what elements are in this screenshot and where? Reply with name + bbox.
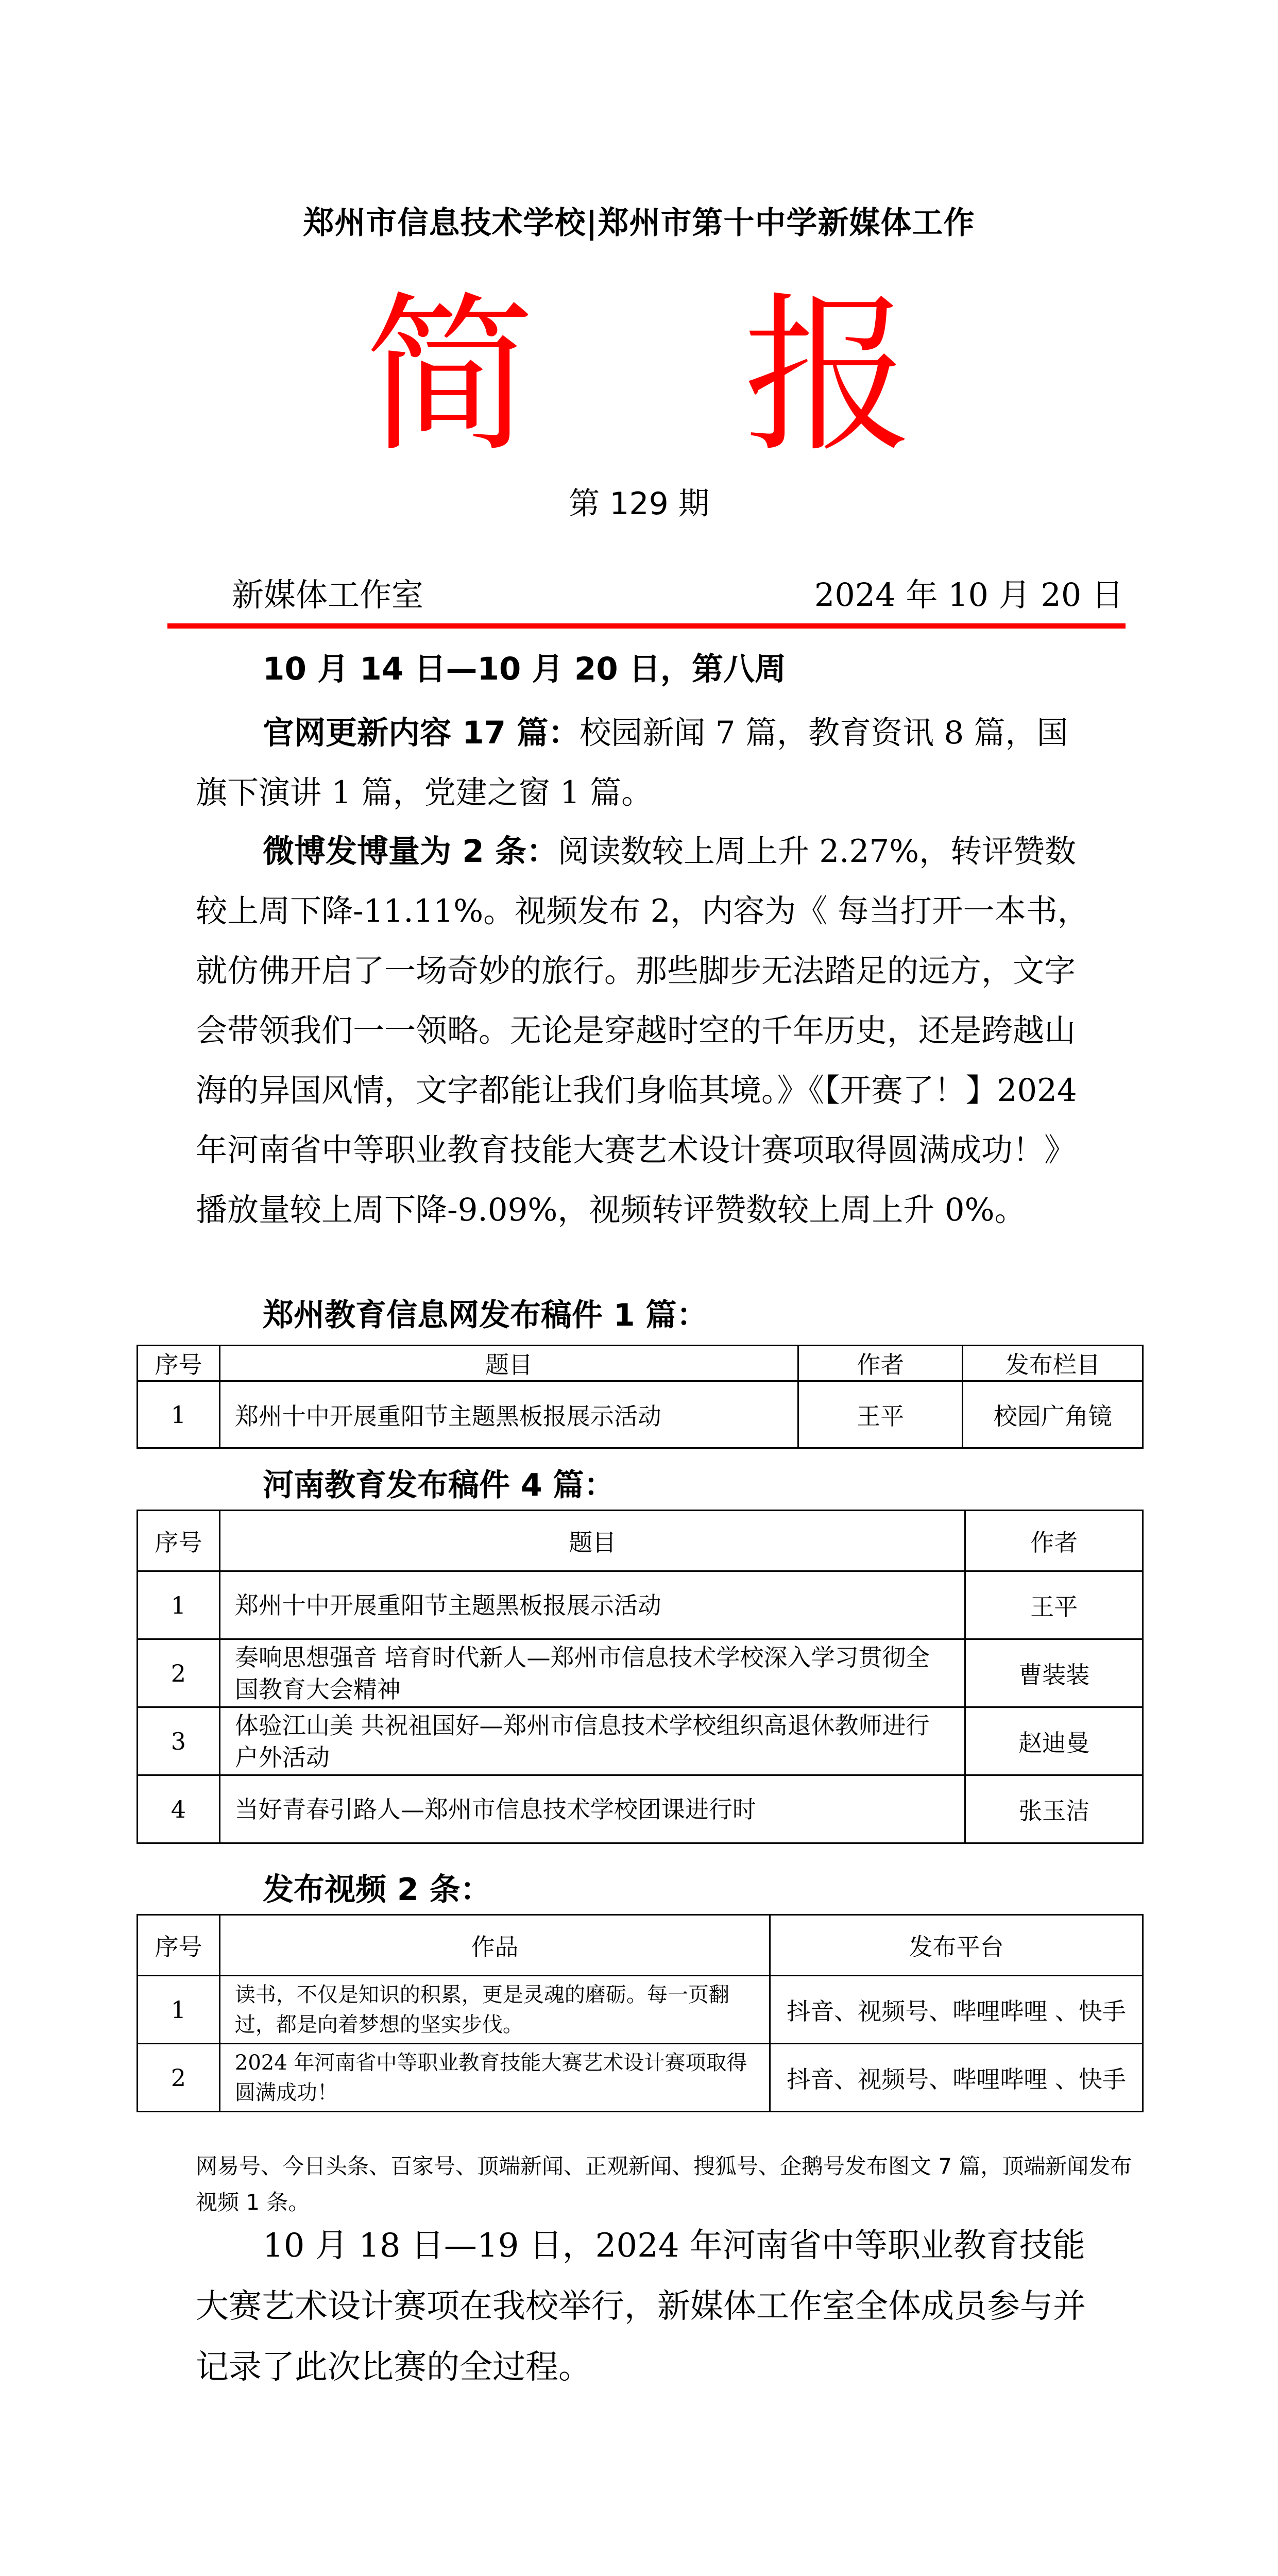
row-title: 奏响思想强音 培育时代新人—郑州市信息技术学校深入学习贯彻全国教育大会精神 — [219, 1639, 965, 1707]
header-divider — [167, 623, 1126, 629]
zzedu-table — [137, 1345, 1144, 1449]
row-work: 读书，不仅是知识的积累，更是灵魂的磨砺。每一页翻过，都是向着梦想的坚实步伐。 — [219, 1976, 770, 2044]
table-row — [138, 2044, 1143, 2112]
header-cell: 题目 — [219, 1346, 798, 1381]
table-row — [138, 1775, 1143, 1843]
row-author: 赵迪曼 — [965, 1707, 1143, 1775]
row-author: 张玉洁 — [965, 1775, 1143, 1843]
hnedu-table — [137, 1510, 1144, 1844]
row-title: 郑州十中开展重阳节主题黑板报展示活动 — [219, 1571, 965, 1639]
week-range: 10 月 14 日—10 月 20 日，第八周 — [263, 651, 786, 687]
row-platforms: 抖音、视频号、哔哩哔哩 、快手 — [770, 2044, 1143, 2112]
row-author: 王平 — [965, 1571, 1143, 1639]
header-cell: 发布栏目 — [963, 1346, 1143, 1381]
row-index: 1 — [138, 1976, 220, 2044]
row-title: 体验江山美 共祝祖国好—郑州市信息技术学校组织高退休教师进行户外活动 — [219, 1707, 965, 1775]
weibo-paragraph — [196, 822, 1097, 1240]
table-row — [138, 1976, 1143, 2044]
header-cell: 作者 — [965, 1511, 1143, 1571]
row-index: 1 — [138, 1571, 220, 1639]
row-index: 3 — [138, 1707, 220, 1775]
row-index: 1 — [138, 1381, 220, 1448]
table-header-row — [138, 1915, 1143, 1976]
issue-number: 第 129 期 — [569, 486, 709, 522]
header-cell: 题目 — [219, 1511, 965, 1571]
header-cell: 作者 — [798, 1346, 963, 1381]
table-header-row — [138, 1511, 1143, 1571]
row-title: 当好青春引路人—郑州市信息技术学校团课进行时 — [219, 1775, 965, 1843]
video-table — [137, 1914, 1144, 2112]
header-cell: 序号 — [138, 1511, 220, 1571]
other-platforms-note: 网易号、今日头条、百家号、顶端新闻、正观新闻、搜狐号、企鹅号发布图文 7 篇，顶端新闻发布视频 1 条。 — [196, 2154, 1132, 2215]
table-row — [138, 1381, 1143, 1448]
official-site-text: 校园新闻 7 篇，教育资讯 8 篇，国旗下演讲 1 篇，党建之窗 1 篇。 — [196, 715, 1068, 811]
header-cell: 作品 — [219, 1915, 770, 1976]
hnedu-heading: 河南教育发布稿件 4 篇： — [263, 1467, 615, 1503]
row-column: 校园广角镜 — [963, 1381, 1143, 1448]
row-index: 2 — [138, 2044, 220, 2112]
header-cell: 发布平台 — [770, 1915, 1143, 1976]
row-author: 王平 — [798, 1381, 963, 1448]
row-title: 郑州十中开展重阳节主题黑板报展示活动 — [219, 1381, 798, 1448]
table-row — [138, 1639, 1143, 1707]
official-site-paragraph — [196, 703, 1097, 823]
table-row — [138, 1571, 1143, 1639]
zzedu-heading: 郑州教育信息网发布稿件 1 篇： — [263, 1297, 708, 1333]
weibo-lead: 微博发博量为 2 条： — [263, 833, 558, 870]
bulletin-title: 简 报 — [365, 277, 991, 475]
table-row — [138, 1707, 1143, 1775]
video-heading: 发布视频 2 条： — [263, 1872, 491, 1908]
row-author: 曹装装 — [965, 1639, 1143, 1707]
weibo-text: 阅读数较上周上升 2.27%，转评赞数较上周下降-11.11%。视频发布 2，内容为《 每当打开一本书，就仿佛开启了一场奇妙的旅行。那些脚步无法踏足的远方，文字会带领我们一一领略。无论是穿越时空的千年历史，还是跨越山海的异国风情，文字都能让我们身临其境。》《【开赛了！】2024 年河南省中等职业教育技能大赛艺术设计赛项取得圆满成功！》播放量较上周下降-9.09%，视频转评赞数较上周上升 0%。 — [196, 833, 1089, 1228]
header-organization: 郑州市信息技术学校|郑州市第十中学新媒体工作 — [303, 205, 975, 241]
studio-name: 新媒体工作室 — [232, 576, 424, 614]
row-platforms: 抖音、视频号、哔哩哔哩 、快手 — [770, 1976, 1143, 2044]
row-work: 2024 年河南省中等职业教育技能大赛艺术设计赛项取得圆满成功！ — [219, 2044, 770, 2112]
official-site-lead: 官网更新内容 17 篇： — [263, 715, 580, 751]
header-cell: 序号 — [138, 1346, 220, 1381]
table-header-row — [138, 1346, 1143, 1381]
row-index: 2 — [138, 1639, 220, 1707]
report-date: 2024 年 10 月 20 日 — [814, 576, 1123, 614]
row-index: 4 — [138, 1775, 220, 1843]
header-cell: 序号 — [138, 1915, 220, 1976]
event-note: 10 月 18 日—19 日，2024 年河南省中等职业教育技能大赛艺术设计赛项在我校举行，新媒体工作室全体成员参与并记录了此次比赛的全过程。 — [196, 2227, 1086, 2386]
